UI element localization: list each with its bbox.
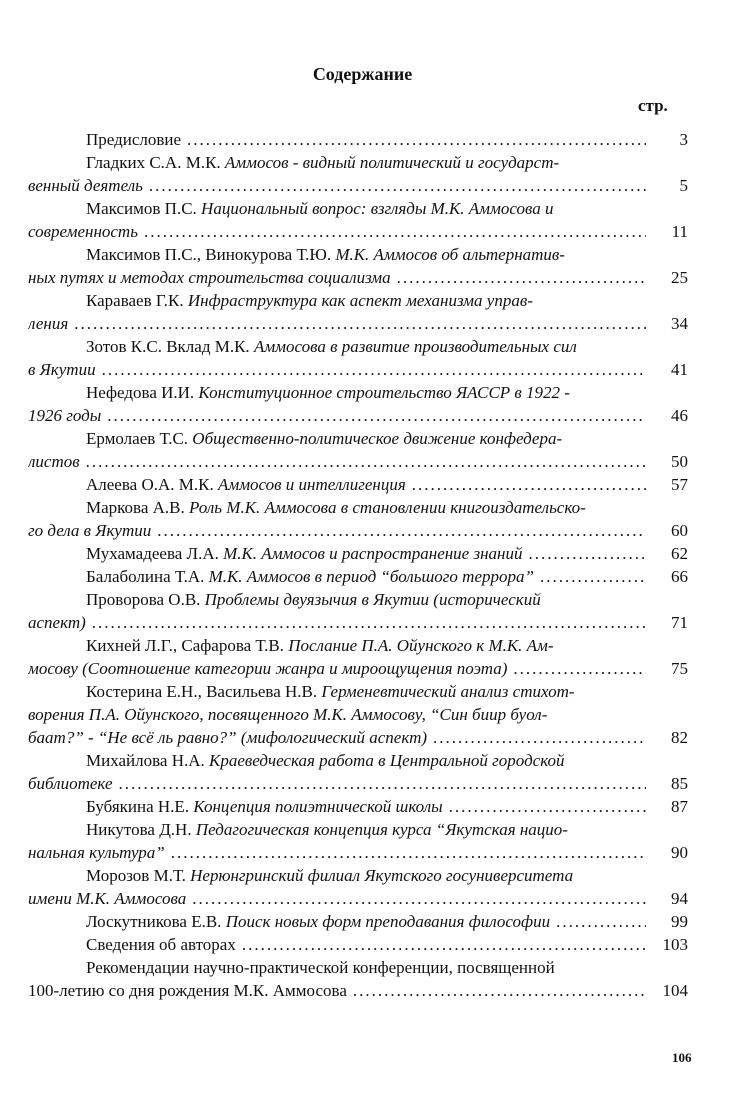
- toc-entry-text: [86, 151, 559, 174]
- toc-entry-author: Кихней Л.Г., Сафарова Т.В.: [86, 636, 289, 655]
- toc-entry-line: [28, 243, 688, 266]
- toc-entry-author: Алеева О.А. М.К.: [86, 475, 218, 494]
- toc-entry: [28, 634, 688, 680]
- toc-entry-text: [28, 726, 427, 749]
- toc-entry: [28, 680, 688, 749]
- toc-entry-line: [28, 680, 688, 703]
- toc-entry-text: [28, 404, 101, 427]
- toc-entry-text: [86, 335, 577, 358]
- toc-entry-title: листов: [28, 452, 80, 471]
- toc-entry-title: го дела в Якутии: [28, 521, 152, 540]
- toc-entry-line: [28, 335, 688, 358]
- toc-entry-text: [28, 358, 96, 381]
- toc-entry-title: М.К. Аммосов в период “большого террора”: [208, 567, 534, 586]
- toc-entry-page: 87: [671, 797, 688, 816]
- toc-entry-text: [28, 979, 347, 1002]
- toc-entry-line: [28, 473, 688, 496]
- toc-entry-text: [86, 864, 573, 887]
- dot-leader: [397, 266, 646, 289]
- toc-entry-text: [86, 680, 575, 703]
- dot-leader: [353, 979, 646, 1002]
- toc-entry: [28, 381, 688, 427]
- toc-entry-line: [28, 979, 688, 1002]
- toc-entry-author: Нефедова И.И.: [86, 383, 199, 402]
- toc-entry-title: М.К. Аммосов об альтернатив-: [335, 245, 565, 264]
- dot-leader: [528, 542, 646, 565]
- toc-entry-author: Лоскутникова Е.В.: [86, 912, 226, 931]
- toc-entry-title: Концепция полиэтнической школы: [193, 797, 443, 816]
- toc-entry-line: [28, 450, 688, 473]
- toc-entry-line: [28, 841, 688, 864]
- toc-entry-page: 46: [671, 406, 688, 425]
- toc-entry-text: [86, 496, 586, 519]
- toc-entry-author: Максимов П.С., Винокурова Т.Ю.: [86, 245, 336, 264]
- toc-entry-title: в Якутии: [28, 360, 96, 379]
- toc-entry-title: 1926 годы: [28, 406, 102, 425]
- dot-leader: [449, 795, 646, 818]
- toc-entry-title: Общественно-политическое движение конфедера-: [192, 429, 563, 448]
- toc-entry-text: [28, 887, 186, 910]
- toc-entry-author: Никутова Д.Н.: [86, 820, 196, 839]
- toc-entry-page: 85: [671, 774, 688, 793]
- toc-entry-title: Конституционное строительство ЯАССР в 1922 -: [198, 383, 570, 402]
- toc-entry-title: Педагогическая концепция курса “Якутская нацио-: [195, 820, 568, 839]
- toc-entry-page: 99: [671, 912, 688, 931]
- toc-entry-line: [28, 565, 688, 588]
- toc-entry: [28, 910, 688, 933]
- dot-leader: [74, 312, 646, 335]
- toc-entry-text: [28, 450, 80, 473]
- toc-entry-line: [28, 864, 688, 887]
- toc-entry: [28, 496, 688, 542]
- toc-entry-page: 60: [671, 521, 688, 540]
- page-column-label: стр.: [638, 96, 668, 115]
- page-number: 106: [672, 1050, 692, 1065]
- toc-entry-line: [28, 657, 688, 680]
- toc-entry-line: [28, 910, 688, 933]
- toc-entry-text: [86, 128, 181, 151]
- toc-entry-page: 71: [671, 613, 688, 632]
- toc-entry-author: Костерина Е.Н., Васильева Н.В.: [86, 682, 322, 701]
- toc-entry-title: Инфраструктура как аспект механизма управ-: [187, 291, 533, 310]
- toc-entry-author: Максимов П.С.: [86, 199, 202, 218]
- toc-entry-text: [86, 956, 555, 979]
- toc-entry-line: [28, 956, 688, 979]
- toc-entry-line: [28, 542, 688, 565]
- toc-entry: [28, 128, 688, 151]
- toc-entry-line: [28, 197, 688, 220]
- toc-entry-title: Национальный вопрос: взгляды М.К. Аммосова и: [201, 199, 554, 218]
- toc-entry-title: Нерюнгринский филиал Якутского госуниверситета: [190, 866, 574, 885]
- toc-entry-line: [28, 772, 688, 795]
- toc-entry-title: баат?” - “Не всё ль равно?” (мифологический аспект): [28, 728, 428, 747]
- toc-entry-line: [28, 220, 688, 243]
- toc-entry: [28, 542, 688, 565]
- toc-entry: [28, 473, 688, 496]
- toc-entry-text: [86, 588, 541, 611]
- toc-entry-title: Краеведческая работа в Центральной городской: [209, 751, 565, 770]
- toc-entry: [28, 565, 688, 588]
- toc-entry-text: [28, 312, 68, 335]
- toc-entry-line: [28, 381, 688, 404]
- toc-entry-text: [28, 772, 113, 795]
- toc-entry-page: 75: [671, 659, 688, 678]
- toc-entry-page: 90: [671, 843, 688, 862]
- toc-entry: [28, 956, 688, 1002]
- page-title: Содержание: [312, 64, 413, 84]
- dot-leader: [513, 657, 646, 680]
- toc-entry-line: [28, 611, 688, 634]
- dot-leader: [92, 611, 646, 634]
- toc-entry-author: Морозов М.Т.: [86, 866, 191, 885]
- dot-leader: [86, 450, 646, 473]
- toc-entry: [28, 151, 688, 197]
- toc-entry: [28, 243, 688, 289]
- toc-entry-text: [28, 220, 138, 243]
- toc-entry-title: Аммосов и интеллигенция: [217, 475, 406, 494]
- toc-entry-line: [28, 703, 688, 726]
- dot-leader: [192, 887, 646, 910]
- toc-entry-title: аспект): [28, 613, 86, 632]
- toc-entry-text: [86, 818, 568, 841]
- toc-entry-title: Проблемы двуязычия в Якутии (исторический: [204, 590, 541, 609]
- toc-entry-text: [86, 795, 443, 818]
- toc-entry-page: 94: [671, 889, 688, 908]
- toc-entry-line: [28, 128, 688, 151]
- toc-entry-title: М.К. Аммосов и распространение знаний: [223, 544, 523, 563]
- toc-entry-page: 3: [679, 130, 688, 149]
- toc-entry-author: Мухамадеева Л.А.: [86, 544, 224, 563]
- toc-entry-author: Рекомендации научно-практической конференции, посвященной: [86, 958, 555, 977]
- toc-entry-line: [28, 749, 688, 772]
- toc-entry-line: [28, 404, 688, 427]
- toc-entry: [28, 289, 688, 335]
- toc-entry-line: [28, 887, 688, 910]
- toc-entry-author: Михайлова Н.А.: [86, 751, 210, 770]
- toc-entry-title: мосову (Соотношение категории жанра и мироощущения поэта): [28, 659, 508, 678]
- toc-entry-line: [28, 427, 688, 450]
- toc-entry-text: [86, 197, 554, 220]
- toc-entry-text: [86, 243, 565, 266]
- toc-entry-line: [28, 933, 688, 956]
- dot-leader: [433, 726, 646, 749]
- toc-entry-author: Предисловие: [86, 130, 182, 149]
- toc-entry-title: Аммосов - видный политический и государст-: [224, 153, 560, 172]
- toc-entry-page: 11: [671, 222, 688, 241]
- toc-entry-line: [28, 818, 688, 841]
- dot-leader: [171, 841, 646, 864]
- toc-entry-text: [28, 174, 143, 197]
- toc-entry-author: Маркова А.В.: [86, 498, 190, 517]
- toc-entry-author: Караваев Г.К.: [86, 291, 188, 310]
- toc-entry-text: [28, 266, 391, 289]
- toc-entry-title: нальная культура”: [28, 843, 165, 862]
- toc-entry-title: библиотеке: [28, 774, 113, 793]
- toc-entry: [28, 197, 688, 243]
- toc-entry-text: [86, 381, 570, 404]
- toc-entry-text: [28, 841, 165, 864]
- toc-entry-text: [28, 519, 151, 542]
- toc-entry-text: [86, 542, 522, 565]
- toc-entry-page: 103: [662, 935, 688, 954]
- toc-entry-line: [28, 312, 688, 335]
- toc-entry-title: ления: [28, 314, 69, 333]
- toc-entry-title: ворения П.А. Ойунского, посвященного М.К. Аммосову, “Син биир буол-: [28, 705, 548, 724]
- toc-entry-text: [86, 933, 236, 956]
- toc-entry-line: [28, 634, 688, 657]
- dot-leader: [144, 220, 646, 243]
- toc-entry: [28, 933, 688, 956]
- toc-entry-title: Герменевтический анализ стихот-: [321, 682, 575, 701]
- toc-entry-line: [28, 519, 688, 542]
- dot-leader: [149, 174, 646, 197]
- toc-entry-author: Ермолаев Т.С.: [86, 429, 193, 448]
- toc-entry-line: [28, 588, 688, 611]
- toc-entry-page: 62: [671, 544, 688, 563]
- toc-entry-page: 34: [671, 314, 688, 333]
- toc-entry-text: [86, 634, 554, 657]
- toc-entry-page: 41: [671, 360, 688, 379]
- toc-entry-page: 104: [662, 981, 688, 1000]
- dot-leader: [242, 933, 646, 956]
- toc-entry: [28, 795, 688, 818]
- toc-entry-text: [86, 289, 533, 312]
- toc-entry-title: имени М.К. Аммосова: [28, 889, 187, 908]
- toc-entry-author: 100-летию со дня рождения М.К. Аммосова: [28, 981, 347, 1000]
- toc-entry-page: 57: [671, 475, 688, 494]
- toc-entry-title: современность: [28, 222, 138, 241]
- toc-entry-text: [86, 910, 550, 933]
- toc-entry-title: Поиск новых форм преподавания философии: [225, 912, 551, 931]
- toc-entry: [28, 335, 688, 381]
- toc-entry-title: Аммосова в развитие производительных сил: [253, 337, 577, 356]
- toc-entry-author: Бубякина Н.Е.: [86, 797, 194, 816]
- toc-entry-author: Балаболина Т.А.: [86, 567, 209, 586]
- toc-entry-author: Гладких С.А. М.К.: [86, 153, 225, 172]
- dot-leader: [540, 565, 646, 588]
- toc-entry-text: [28, 703, 547, 726]
- toc-entry-page: 25: [671, 268, 688, 287]
- toc-entry-text: [86, 427, 562, 450]
- toc-entry-line: [28, 151, 688, 174]
- toc-entry-page: 82: [671, 728, 688, 747]
- toc-entry-text: [86, 749, 565, 772]
- toc-entry-page: 66: [671, 567, 688, 586]
- toc-entry-page: 50: [671, 452, 688, 471]
- dot-leader: [187, 128, 646, 151]
- toc-list: [28, 128, 688, 1002]
- toc-entry-line: [28, 795, 688, 818]
- toc-entry-page: 5: [679, 176, 688, 195]
- dot-leader: [107, 404, 646, 427]
- toc-entry-title: Послание П.А. Ойунского к М.К. Ам-: [288, 636, 554, 655]
- toc-entry-text: [28, 611, 86, 634]
- toc-entry-title: ных путях и методах строительства социализма: [28, 268, 391, 287]
- toc-entry-text: [86, 565, 534, 588]
- dot-leader: [157, 519, 646, 542]
- toc-entry: [28, 749, 688, 795]
- toc-entry-text: [28, 657, 507, 680]
- toc-entry-line: [28, 726, 688, 749]
- dot-leader: [556, 910, 646, 933]
- toc-entry-line: [28, 174, 688, 197]
- dot-leader: [119, 772, 647, 795]
- dot-leader: [102, 358, 646, 381]
- dot-leader: [412, 473, 646, 496]
- toc-entry-author: Зотов К.С. Вклад М.К.: [86, 337, 254, 356]
- toc-entry-title: венный деятель: [28, 176, 143, 195]
- toc-entry: [28, 818, 688, 864]
- toc-entry: [28, 427, 688, 473]
- toc-entry-line: [28, 289, 688, 312]
- toc-entry-line: [28, 358, 688, 381]
- toc-entry-line: [28, 496, 688, 519]
- toc-entry-title: Роль М.К. Аммосова в становлении книгоиздательско-: [189, 498, 586, 517]
- toc-entry-author: Проворова О.В.: [86, 590, 205, 609]
- toc-entry-text: [86, 473, 406, 496]
- toc-entry-author: Сведения об авторах: [86, 935, 236, 954]
- toc-entry: [28, 588, 688, 634]
- toc-entry-line: [28, 266, 688, 289]
- toc-entry: [28, 864, 688, 910]
